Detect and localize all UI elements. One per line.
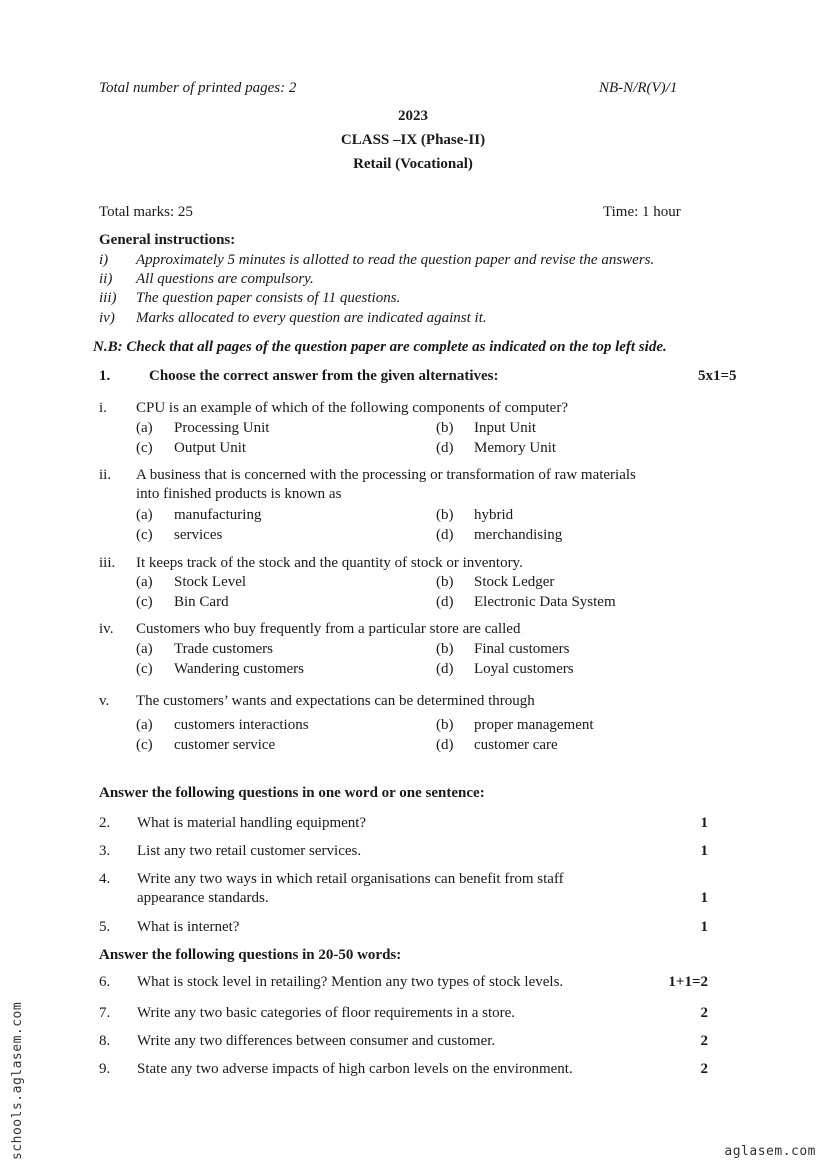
option-label: (a) <box>136 574 153 590</box>
option-text: proper management <box>474 717 594 733</box>
question-number: 9. <box>99 1061 111 1077</box>
option-label: (d) <box>436 440 454 456</box>
option-text: customers interactions <box>174 717 309 733</box>
question-text: Write any two ways in which retail organisations can benefit from staff <box>137 871 564 887</box>
question-marks: 2 <box>700 1061 708 1077</box>
question-number: 5. <box>99 919 111 935</box>
instruction-number: iv) <box>99 310 115 326</box>
question-number: 4. <box>99 871 111 887</box>
option-text: manufacturing <box>174 507 262 523</box>
option-label: (a) <box>136 641 153 657</box>
question-text: Write any two differences between consumer and customer. <box>137 1033 496 1049</box>
question-number: 3. <box>99 843 111 859</box>
option-text: customer care <box>474 737 558 753</box>
question-marks: 1 <box>700 815 708 831</box>
question-text: List any two retail customer services. <box>137 843 362 859</box>
option-label: (c) <box>136 737 153 753</box>
option-label: (c) <box>136 440 153 456</box>
total-marks: Total marks: 25 <box>99 204 193 220</box>
option-label: (b) <box>436 574 454 590</box>
section3-heading: Answer the following questions in 20-50 words: <box>99 947 402 963</box>
question-number: 2. <box>99 815 111 831</box>
instruction-text: Marks allocated to every question are indicated against it. <box>136 310 487 326</box>
option-label: (d) <box>436 661 454 677</box>
option-text: Loyal customers <box>474 661 574 677</box>
instruction-number: i) <box>99 252 109 268</box>
question-marks: 1 <box>700 843 708 859</box>
option-label: (d) <box>436 527 454 543</box>
instructions-heading: General instructions: <box>99 232 236 248</box>
option-text: Input Unit <box>474 420 537 436</box>
question-text: State any two adverse impacts of high carbon levels on the environment. <box>137 1061 573 1077</box>
exam-class: CLASS –IX (Phase-II) <box>340 132 486 148</box>
printed-pages-note: Total number of printed pages: 2 <box>99 80 297 96</box>
option-label: (a) <box>136 507 153 523</box>
footer-watermark: aglasem.com <box>724 1144 816 1159</box>
instruction-number: iii) <box>99 290 117 306</box>
option-text: merchandising <box>474 527 563 543</box>
question-text: What is material handling equipment? <box>137 815 367 831</box>
option-label: (b) <box>436 641 454 657</box>
question-marks: 2 <box>700 1033 708 1049</box>
exam-year: 2023 <box>398 108 428 124</box>
question-marks: 1 <box>700 919 708 935</box>
option-text: Wandering customers <box>174 661 305 677</box>
option-text: Trade customers <box>174 641 274 657</box>
option-label: (c) <box>136 594 153 610</box>
instruction-text: Approximately 5 minutes is allotted to read the question paper and revise the answers. <box>136 252 655 268</box>
option-label: (b) <box>436 507 454 523</box>
question-text: What is stock level in retailing? Mention any two types of stock levels. <box>137 974 564 990</box>
option-text: Output Unit <box>174 440 247 456</box>
mcq-question-text: into finished products is known as <box>136 486 342 502</box>
option-label: (d) <box>436 737 454 753</box>
mcq-number: iv. <box>99 621 114 637</box>
question-marks: 2 <box>700 1005 708 1021</box>
option-label: (a) <box>136 420 153 436</box>
instruction-number: ii) <box>99 271 113 287</box>
question-marks: 1+1=2 <box>668 974 708 990</box>
option-text: Memory Unit <box>474 440 557 456</box>
exam-subject: Retail (Vocational) <box>353 156 473 172</box>
section1-marks: 5x1=5 <box>698 368 737 384</box>
mcq-question-text: The customers’ wants and expectations can be determined through <box>136 693 535 709</box>
question-number: 6. <box>99 974 111 990</box>
mcq-number: ii. <box>99 467 112 483</box>
question-text: What is internet? <box>137 919 240 935</box>
option-text: Final customers <box>474 641 570 657</box>
question-marks: 1 <box>700 890 708 906</box>
exam-time: Time: 1 hour <box>603 204 681 220</box>
option-label: (c) <box>136 527 153 543</box>
mcq-number: iii. <box>99 555 116 571</box>
side-watermark: schools.aglasem.com <box>10 1001 25 1160</box>
mcq-question-text: CPU is an example of which of the following components of computer? <box>136 400 568 416</box>
option-label: (a) <box>136 717 153 733</box>
instruction-text: All questions are compulsory. <box>136 271 314 287</box>
mcq-question-text: Customers who buy frequently from a particular store are called <box>136 621 521 637</box>
section1-heading: Choose the correct answer from the given alternatives: <box>149 368 499 384</box>
option-text: Stock Ledger <box>474 574 555 590</box>
option-text: customer service <box>174 737 276 753</box>
question-text: Write any two basic categories of floor requirements in a store. <box>137 1005 516 1021</box>
instruction-text: The question paper consists of 11 questions. <box>136 290 401 306</box>
mcq-question-text: It keeps track of the stock and the quantity of stock or inventory. <box>136 555 523 571</box>
option-text: Stock Level <box>174 574 247 590</box>
option-text: Bin Card <box>174 594 229 610</box>
question-number: 8. <box>99 1033 111 1049</box>
section1-number: 1. <box>99 368 111 384</box>
option-label: (c) <box>136 661 153 677</box>
option-text: Electronic Data System <box>474 594 616 610</box>
option-label: (b) <box>436 717 454 733</box>
option-text: Processing Unit <box>174 420 270 436</box>
paper-code: NB-N/R(V)/1 <box>599 80 678 96</box>
section2-heading: Answer the following questions in one word or one sentence: <box>99 785 485 801</box>
nb-note: N.B: Check that all pages of the question paper are complete as indicated on the top left side. <box>93 339 667 355</box>
question-number: 7. <box>99 1005 111 1021</box>
option-text: services <box>174 527 223 543</box>
question-text: appearance standards. <box>137 890 269 906</box>
mcq-number: i. <box>99 400 107 416</box>
mcq-number: v. <box>99 693 110 709</box>
option-label: (d) <box>436 594 454 610</box>
option-text: hybrid <box>474 507 514 523</box>
option-label: (b) <box>436 420 454 436</box>
mcq-question-text: A business that is concerned with the processing or transformation of raw materials <box>136 467 636 483</box>
